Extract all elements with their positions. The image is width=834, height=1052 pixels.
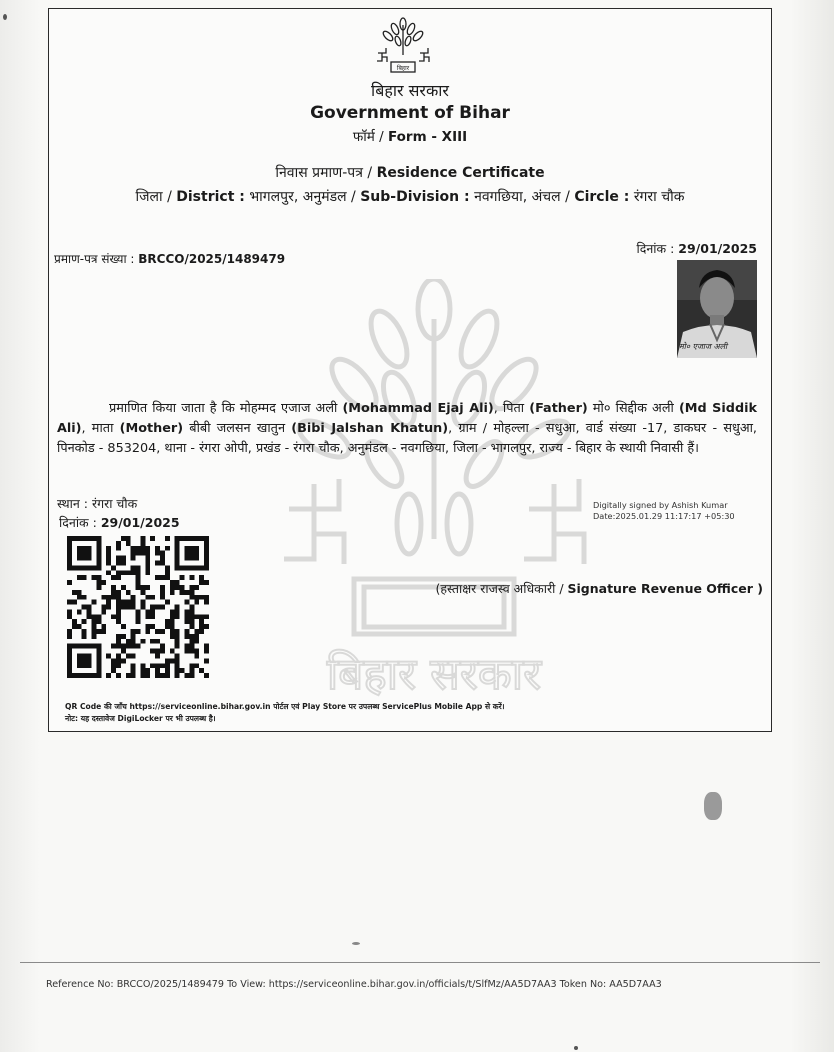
signature-label-english: Signature Revenue Officer ) — [567, 581, 763, 596]
signing-date — [59, 514, 180, 531]
certificate-number-value: BRCCO/2025/1489479 — [138, 252, 286, 266]
body-part-6: , ग्राम / मोहल्ला - सधुआ, वार्ड संख्या -17, डाकघर - सधुआ, पिनकोड - 853204, थाना - रंगरा ओपी, प्रखंड - रंगरा चौक, अनुमंडल - नवगछिया, जिला - भागलपुर, राज्य - बिहार के स्थायी निवासी हैं। — [57, 421, 757, 456]
issue-date — [636, 240, 757, 257]
issue-date-label: दिनांक : — [636, 241, 675, 256]
body-part-5: बीबी जलसन खातुन — [189, 421, 286, 436]
subdivision-label: Sub-Division : — [360, 189, 470, 205]
digital-signature-date: Date:2025.01.29 11:17:17 +05:30 — [593, 511, 735, 521]
reference-footer: Reference No: BRCCO/2025/1489479 To View: https://serviceonline.bihar.gov.in/officials/t/SlfMz/AA5D7AA3 Token No: AA5D7AA3 — [46, 979, 662, 990]
scan-smudge — [704, 792, 722, 820]
certificate-number — [54, 250, 285, 267]
father-name-english: (Md Siddik Ali) — [57, 401, 758, 436]
body-part-1: प्रमाणित किया जाता है कि मोहम्मद एजाज अली — [109, 401, 338, 416]
qr-note-line-2: नोट: यह दस्तावेज DigiLocker पर भी उपलब्ध है। — [65, 714, 216, 723]
subdivision-value: नवगछिया, अंचल / — [474, 189, 570, 205]
circle-label: Circle : — [574, 189, 630, 205]
issue-date-value: 29/01/2025 — [678, 241, 757, 256]
digital-signature — [593, 500, 735, 522]
place-value: रंगरा चौक — [91, 496, 138, 511]
body-part-4: , माता — [81, 421, 114, 436]
form-label-hindi: फॉर्म / — [352, 129, 384, 145]
district-label-hindi: जिला / — [135, 189, 172, 205]
certificate-number-label: प्रमाण-पत्र संख्या : — [54, 252, 135, 266]
title-hindi: निवास प्रमाण-पत्र / — [275, 165, 373, 181]
applicant-name-english: (Mohammad Ejaj Ali) — [342, 401, 494, 416]
place-line — [57, 495, 137, 512]
photo-signature: मो० एजाज अली — [679, 342, 728, 351]
scan-speck — [352, 942, 360, 945]
certificate-title — [49, 163, 771, 182]
qr-note-line-1: QR Code की जाँच https://serviceonline.bihar.gov.in पोर्टल एवं Play Store पर उपलब्ध ServicePlus Mobile App से करें। — [65, 702, 505, 711]
father-label: (Father) — [529, 401, 588, 416]
gov-name-english: Government of Bihar — [310, 103, 510, 123]
bihar-emblem-icon — [374, 17, 432, 81]
body-part-2: , पिता — [493, 401, 525, 416]
bihar-emblem-watermark-icon — [269, 279, 599, 709]
certificate-frame — [48, 8, 772, 732]
district-line — [49, 187, 771, 206]
signature-label-hindi: (हस्ताक्षर राजस्व अधिकारी / — [435, 581, 564, 596]
mother-label: (Mother) — [119, 421, 184, 436]
form-number — [49, 127, 771, 145]
gov-name-hindi: बिहार सरकार — [371, 81, 449, 100]
watermark-text: बिहार सरकार — [326, 649, 542, 700]
signature-line — [435, 580, 763, 597]
circle-value: रंगरा चौक — [633, 189, 685, 205]
signing-date-label: दिनांक : — [59, 515, 97, 530]
emblem-text: बिहार — [396, 65, 410, 72]
district-label: District : — [176, 189, 245, 205]
qr-verification-note — [65, 701, 505, 725]
scan-speck — [574, 1046, 578, 1050]
body-part-3: मो० सिद्दीक अली — [592, 401, 674, 416]
certification-statement — [57, 399, 757, 459]
place-label: स्थान : — [57, 496, 88, 511]
mother-name-english: (Bibi Jalshan Khatun) — [291, 421, 449, 436]
footer-divider — [20, 962, 820, 963]
district-value: भागलपुर, अनुमंडल / — [249, 189, 356, 205]
form-label-english: Form - XIII — [387, 129, 468, 145]
scan-speck — [3, 14, 7, 20]
title-english: Residence Certificate — [376, 165, 545, 181]
digital-signature-signer: Digitally signed by Ashish Kumar — [593, 500, 728, 510]
verification-qr-code[interactable] — [67, 536, 209, 678]
signing-date-value: 29/01/2025 — [100, 515, 180, 530]
